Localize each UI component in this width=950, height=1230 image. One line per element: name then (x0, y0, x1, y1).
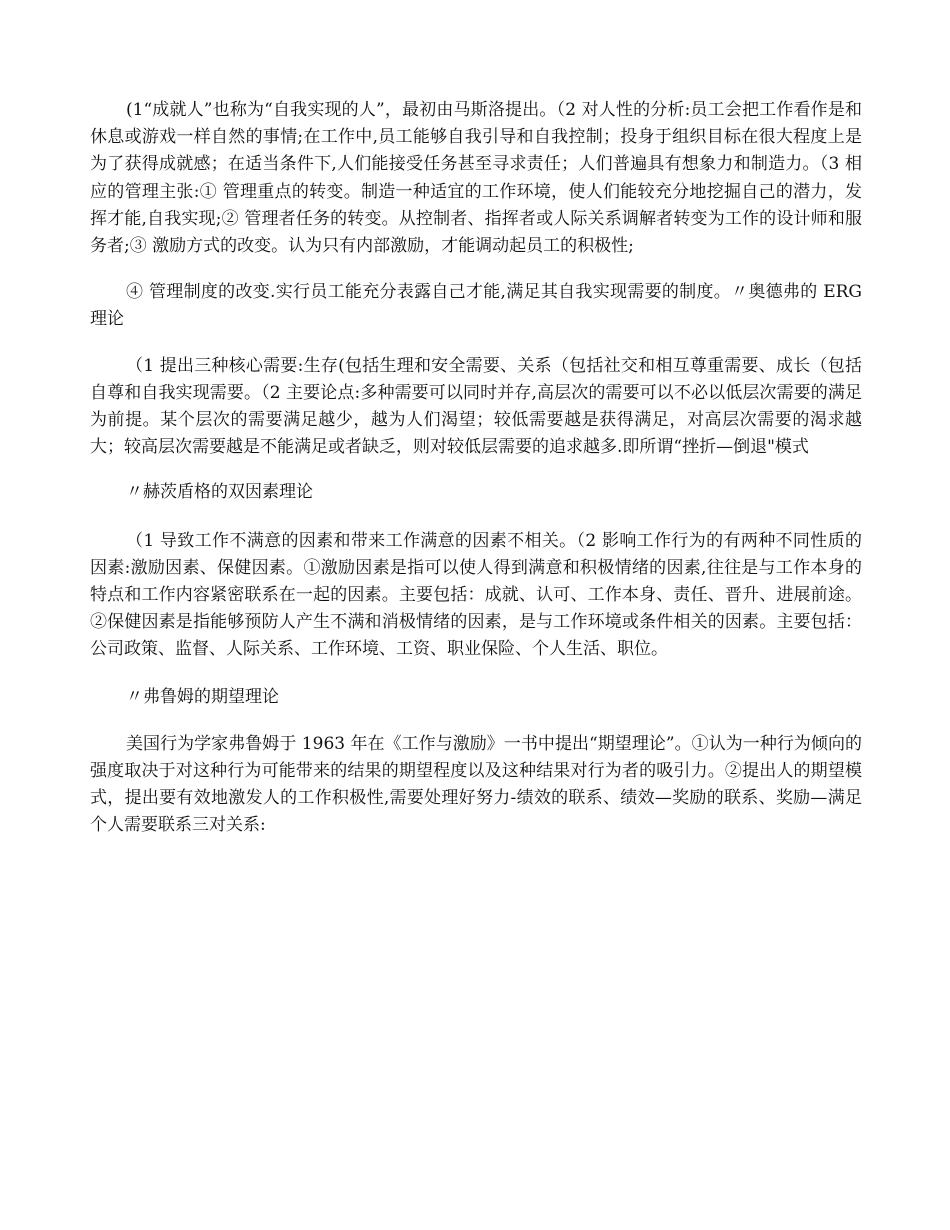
paragraph-management-system-erg: ④ 管理制度的改变.实行员工能充分表露自己才能,满足其自我实现需要的制度。〃奥德弗的 ERG 理论 (90, 282, 862, 330)
heading-expectancy-theory: 〃弗鲁姆的期望理论 (126, 686, 279, 707)
heading-two-factor-theory: 〃赫茨盾格的双因素理论 (126, 482, 313, 503)
paragraph-two-factor-theory: （1 导致工作不满意的因素和带来工作满意的因素不相关。（2 影响工作行为的有两种不同性质的因素:激励因素、保健因素。①激励因素是指可以使人得到满意和积极情绪的因素,往往是与工作本身的特点和工作内容紧密联系在一起的因素。主要包括：成就、认可、工作本身、责任、晋升、进展前途。②保健因素是指能够预防人产生不满和消极情绪的因素，是与工作环境或条件相关的因素。主要包括：公司政策、监督、人际关系、工作环境、工资、职业保险、个人生活、职位。 (90, 530, 862, 660)
paragraph-self-actualizing-man: (1“成就人”也称为“自我实现的人”，最初由马斯洛提出。（2 对人性的分析:员工会把工作看作是和休息或游戏一样自然的事情;在工作中,员工能够自我引导和自我控制；投身于组织目标在很大程度上是为了获得成就感；在适当条件下,人们能接受任务甚至寻求责任；人们普遍具有想象力和制造力。（3 相应的管理主张:① 管理重点的转变。制造一种适宜的工作环境，使人们能较充分地挖掘自己的潜力，发挥才能,自我实现;② 管理者任务的转变。从控制者、指挥者或人际关系调解者转变为工作的设计师和服务者;③ 激励方式的改变。认为只有内部激励，才能调动起员工的积极性; (90, 100, 862, 257)
document-body (90, 97, 862, 840)
paragraph-expectancy-theory: 美国行为学家弗鲁姆于 1963 年在《工作与激励》一书中提出“期望理论”。①认为一种行为倾向的强度取决于对这种行为可能带来的结果的期望程度以及这种结果对行为者的吸引力。②提出人的期望模式，提出要有效地激发人的工作积极性,需要处理好努力-绩效的联系、绩效—奖励的联系、奖励—满足个人需要联系三对关系: (90, 733, 862, 836)
paragraph-erg-theory: （1 提出三种核心需要:生存(包括生理和安全需要、关系（包括社交和相互尊重需要、成长（包括自尊和自我实现需要。（2 主要论点:多种需要可以同时并存,高层次的需要可以不必以低层次需要的满足为前提。某个层次的需要满足越少，越为人们渴望；较低需要越是获得满足，对高层次需要的渴求越大；较高层次需要越是不能满足或者缺乏，则对较低层需要的追求越多.即所谓“挫折—倒退"模式 (90, 355, 862, 458)
